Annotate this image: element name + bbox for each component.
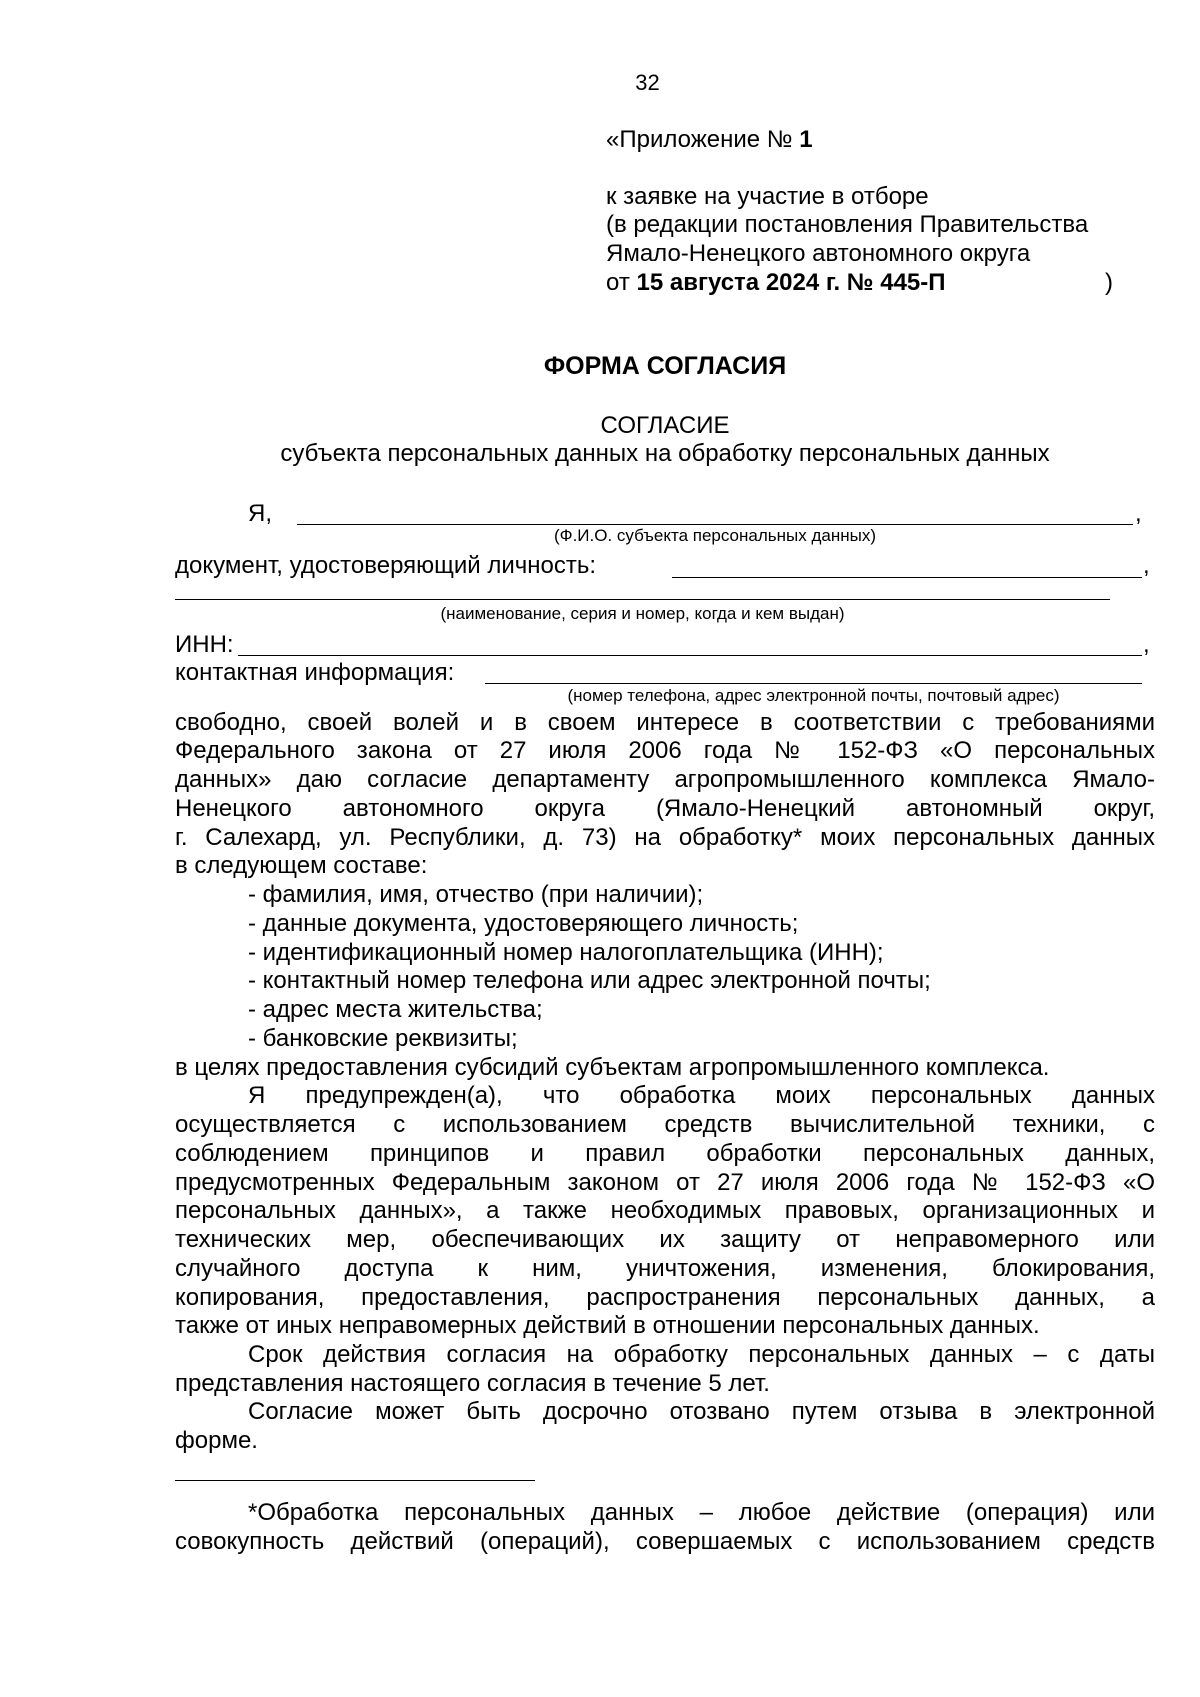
body-line: Согласие может быть досрочно отозвано путем отзыва в электронной: [248, 1398, 1155, 1425]
list-item: - фамилия, имя, отчество (при наличии);: [248, 881, 704, 908]
form-title: ФОРМА СОГЛАСИЯ: [543, 352, 787, 380]
document-line-2[interactable]: [175, 599, 1110, 600]
contact-line[interactable]: [485, 683, 1142, 684]
body-line: соблюдением принципов и правил обработки персональных данных,: [175, 1140, 1155, 1167]
consent-subtitle: субъекта персональных данных на обработку персональных данных: [280, 440, 1050, 467]
document-caption: (наименование, серия и номер, когда и кем выдан): [440, 604, 845, 623]
footnote-line: совокупность действий (операций), совершаемых с использованием средств: [175, 1528, 1155, 1555]
body-line: осуществляется с использованием средств вычислительной техники, с: [175, 1111, 1155, 1138]
list-item: - банковские реквизиты;: [248, 1025, 518, 1052]
body-line: также от иных неправомерных действий в отношении персональных данных.: [175, 1312, 1040, 1339]
footnote-line: *Обработка персональных данных – любое действие (операция) или: [248, 1499, 1155, 1526]
appendix-heading-prefix: «Приложение №: [606, 126, 800, 153]
inn-comma: ,: [1143, 631, 1150, 658]
appendix-heading: [606, 126, 813, 154]
body-line: случайного доступа к ним, уничтожения, изменения, блокирования,: [175, 1255, 1155, 1282]
appendix-number: 1: [799, 126, 813, 153]
document-comma: ,: [1143, 552, 1150, 579]
consent-title: СОГЛАСИЕ: [600, 412, 730, 439]
body-line: технических мер, обеспечивающих их защиту от неправомерного или: [175, 1226, 1155, 1253]
purpose-line: в целях предоставления субсидий субъектам агропромышленного комплекса.: [175, 1054, 1050, 1081]
fio-comma: ,: [1135, 500, 1142, 527]
appendix-line-3: Ямало-Ненецкого автономного округа: [606, 240, 1031, 267]
body-line: Федерального закона от 27 июля 2006 года № 152-ФЗ «О персональных: [175, 737, 1155, 764]
body-line: предусмотренных Федеральным законом от 27 июля 2006 года № 152-ФЗ «О: [175, 1169, 1155, 1196]
inn-line[interactable]: [238, 655, 1142, 656]
body-line: свободно, своей волей и в своем интересе в соответствии с требованиями: [175, 709, 1155, 736]
body-line: Срок действия согласия на обработку персональных данных – с даты: [248, 1341, 1155, 1368]
body-line: в следующем составе:: [175, 852, 428, 879]
appendix-date-prefix: от: [606, 269, 637, 296]
footnote-separator: [175, 1480, 535, 1481]
inn-label: ИНН:: [175, 631, 234, 658]
list-item: - данные документа, удостоверяющего личность;: [248, 910, 799, 937]
body-line: копирования, предоставления, распространения персональных данных, а: [175, 1284, 1155, 1311]
body-line: представления настоящего согласия в течение 5 лет.: [175, 1370, 770, 1397]
body-line: г. Салехард, ул. Республики, д. 73) на обработку* моих персональных данных: [175, 824, 1155, 851]
fio-label: Я,: [248, 500, 272, 527]
appendix-date-line: [606, 269, 946, 297]
fio-caption: (Ф.И.О. субъекта персональных данных): [553, 526, 876, 545]
document-line[interactable]: [672, 577, 1142, 578]
body-line: форме.: [175, 1427, 258, 1454]
contact-label: контактная информация:: [175, 659, 455, 686]
page-number: 32: [635, 70, 660, 95]
appendix-line-2: (в редакции постановления Правительства: [606, 211, 1089, 238]
list-item: - идентификационный номер налогоплательщика (ИНН);: [248, 939, 884, 966]
contact-caption: (номер телефона, адрес электронной почты, почтовый адрес): [567, 686, 1060, 705]
appendix-line-1: к заявке на участие в отборе: [606, 183, 929, 210]
body-line: Ненецкого автономного округа (Ямало-Ненецкий автономный округ,: [175, 795, 1155, 822]
body-line: Я предупрежден(а), что обработка моих персональных данных: [248, 1082, 1155, 1109]
list-item: - адрес места жительства;: [248, 996, 543, 1023]
appendix-closing-paren: ): [1105, 269, 1113, 296]
fio-line[interactable]: [297, 524, 1133, 525]
list-item: - контактный номер телефона или адрес электронной почты;: [248, 967, 931, 994]
body-line: данных» даю согласие департаменту агропромышленного комплекса Ямало-: [175, 766, 1155, 793]
appendix-date: 15 августа 2024 г. № 445-П: [636, 269, 946, 296]
body-line: персональных данных», а также необходимых правовых, организационных и: [175, 1197, 1155, 1224]
document-label: документ, удостоверяющий личность:: [175, 552, 597, 579]
